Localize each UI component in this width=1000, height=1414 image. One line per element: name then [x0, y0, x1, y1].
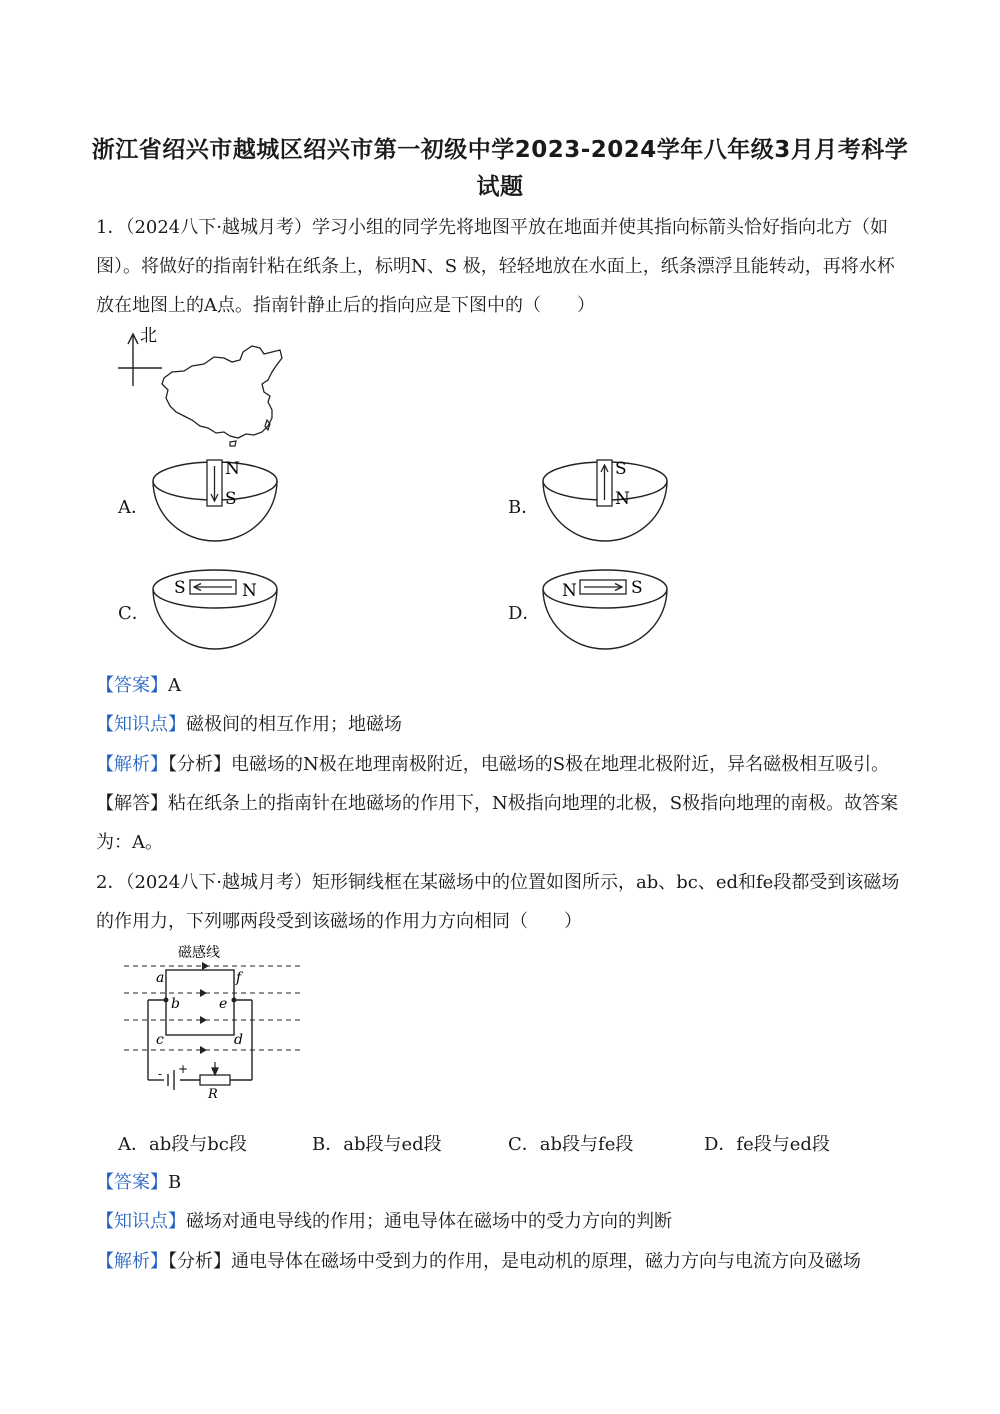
q1-analysis-text: 【分析】电磁场的N极在地理南极附近，电磁场的S极在地理北极附近，异名磁极相互吸引。【解答】粘在纸条上的指南针在地磁场的作用下，N极指向地理的北极，S极指向地理的南极。故答案为：A。 [96, 754, 899, 853]
option-d-left-pole: N [562, 581, 577, 601]
battery-icon [168, 1070, 174, 1090]
q2-option-c: C．ab段与fe段 [508, 1134, 634, 1155]
copper-wire-frame [148, 970, 252, 1080]
q2-answer-tag: 【答案】 [96, 1172, 168, 1193]
q2-answer [96, 1168, 181, 1198]
q1-option-c-label: C． [118, 603, 150, 624]
q2-analysis-tag: 【解析】 [96, 1251, 168, 1272]
q1-analysis [96, 745, 908, 862]
q2-option-b: B．ab段与ed段 [312, 1134, 442, 1155]
q2-stem [96, 863, 908, 941]
q2-knowledge [96, 1207, 672, 1237]
q2-circuit-figure [118, 940, 314, 1102]
q1-number: 1． [96, 217, 126, 238]
q1-option-b-label: B． [508, 497, 540, 518]
point-b: b [171, 996, 180, 1012]
point-a: a [156, 970, 165, 986]
q1-answer [96, 671, 181, 701]
q1-analysis-tag: 【解析】 [96, 754, 168, 775]
option-c-left-pole: S [174, 578, 186, 598]
q1-option-d-figure [540, 564, 674, 654]
q1-knowledge [96, 710, 402, 740]
q2-knowledge-text: 磁场对通电导线的作用；通电导体在磁场中的受力方向的判断 [186, 1211, 672, 1232]
point-e: e [219, 996, 228, 1012]
option-d-right-pole: S [631, 578, 643, 598]
slider-arrow-icon [212, 1062, 218, 1075]
option-c-right-pole: N [242, 581, 257, 601]
point-f: f [236, 970, 242, 986]
q1-option-d-label: D． [508, 603, 541, 624]
q2-option-d: D．fe段与ed段 [704, 1134, 830, 1155]
china-map-outline [162, 346, 282, 438]
q2-number: 2． [96, 872, 126, 893]
magnetic-field-lines [124, 966, 300, 1050]
q1-option-a-figure [150, 456, 284, 546]
field-direction-arrows [200, 962, 209, 1054]
title-line-1: 浙江省绍兴市越城区绍兴市第一初级中学2023-2024学年八年级3月月考科学 [91, 137, 909, 163]
q2-stem-text: （2024八下·越城月考）矩形铜线框在某磁场中的位置如图所示，ab、bc、ed和fe段都受到该磁场的作用力，下列哪两段受到该磁场的作用力方向相同（ ） [96, 872, 900, 932]
q2-knowledge-tag: 【知识点】 [96, 1211, 186, 1232]
q1-answer-value: A [168, 675, 181, 696]
option-a-bottom-pole: S [225, 489, 237, 509]
q1-knowledge-text: 磁极间的相互作用；地磁场 [186, 714, 402, 735]
map-north-label: 北 [140, 326, 157, 346]
china-map-figure [112, 322, 292, 448]
q1-option-b-figure [540, 456, 674, 546]
q1-option-c-figure [150, 564, 284, 654]
battery-minus: - [158, 1067, 163, 1081]
option-a-top-pole: N [225, 459, 240, 479]
q1-answer-tag: 【答案】 [96, 675, 168, 696]
field-lines-label: 磁感线 [178, 945, 220, 961]
option-b-top-pole: S [615, 459, 627, 479]
option-b-bottom-pole: N [615, 489, 630, 509]
q1-option-a-label: A． [118, 497, 149, 518]
q1-stem-text: （2024八下·越城月考）学习小组的同学先将地图平放在地面并使其指向标箭头恰好指向北方（如图）。将做好的指南针粘在纸条上，标明N、S 极，轻轻地放在水面上，纸条漂浮且能转动，再将水杯放在地图上的A点。指南针静止后的指向应是下图中的（ ） [96, 217, 895, 316]
resistor-label: R [208, 1087, 218, 1102]
q2-analysis [96, 1247, 861, 1277]
q2-option-a: A．ab段与bc段 [118, 1134, 247, 1155]
q2-analysis-text: 【分析】通电导体在磁场中受到力的作用，是电动机的原理，磁力方向与电流方向及磁场 [168, 1251, 861, 1272]
q1-knowledge-tag: 【知识点】 [96, 714, 186, 735]
hainan-island [230, 441, 236, 446]
q2-answer-value: B [168, 1172, 182, 1193]
point-c: c [156, 1032, 164, 1048]
page-title [60, 132, 940, 206]
q1-stem [96, 208, 908, 325]
title-line-2: 试题 [476, 174, 524, 200]
battery-plus: + [178, 1062, 189, 1076]
point-d: d [234, 1032, 243, 1048]
